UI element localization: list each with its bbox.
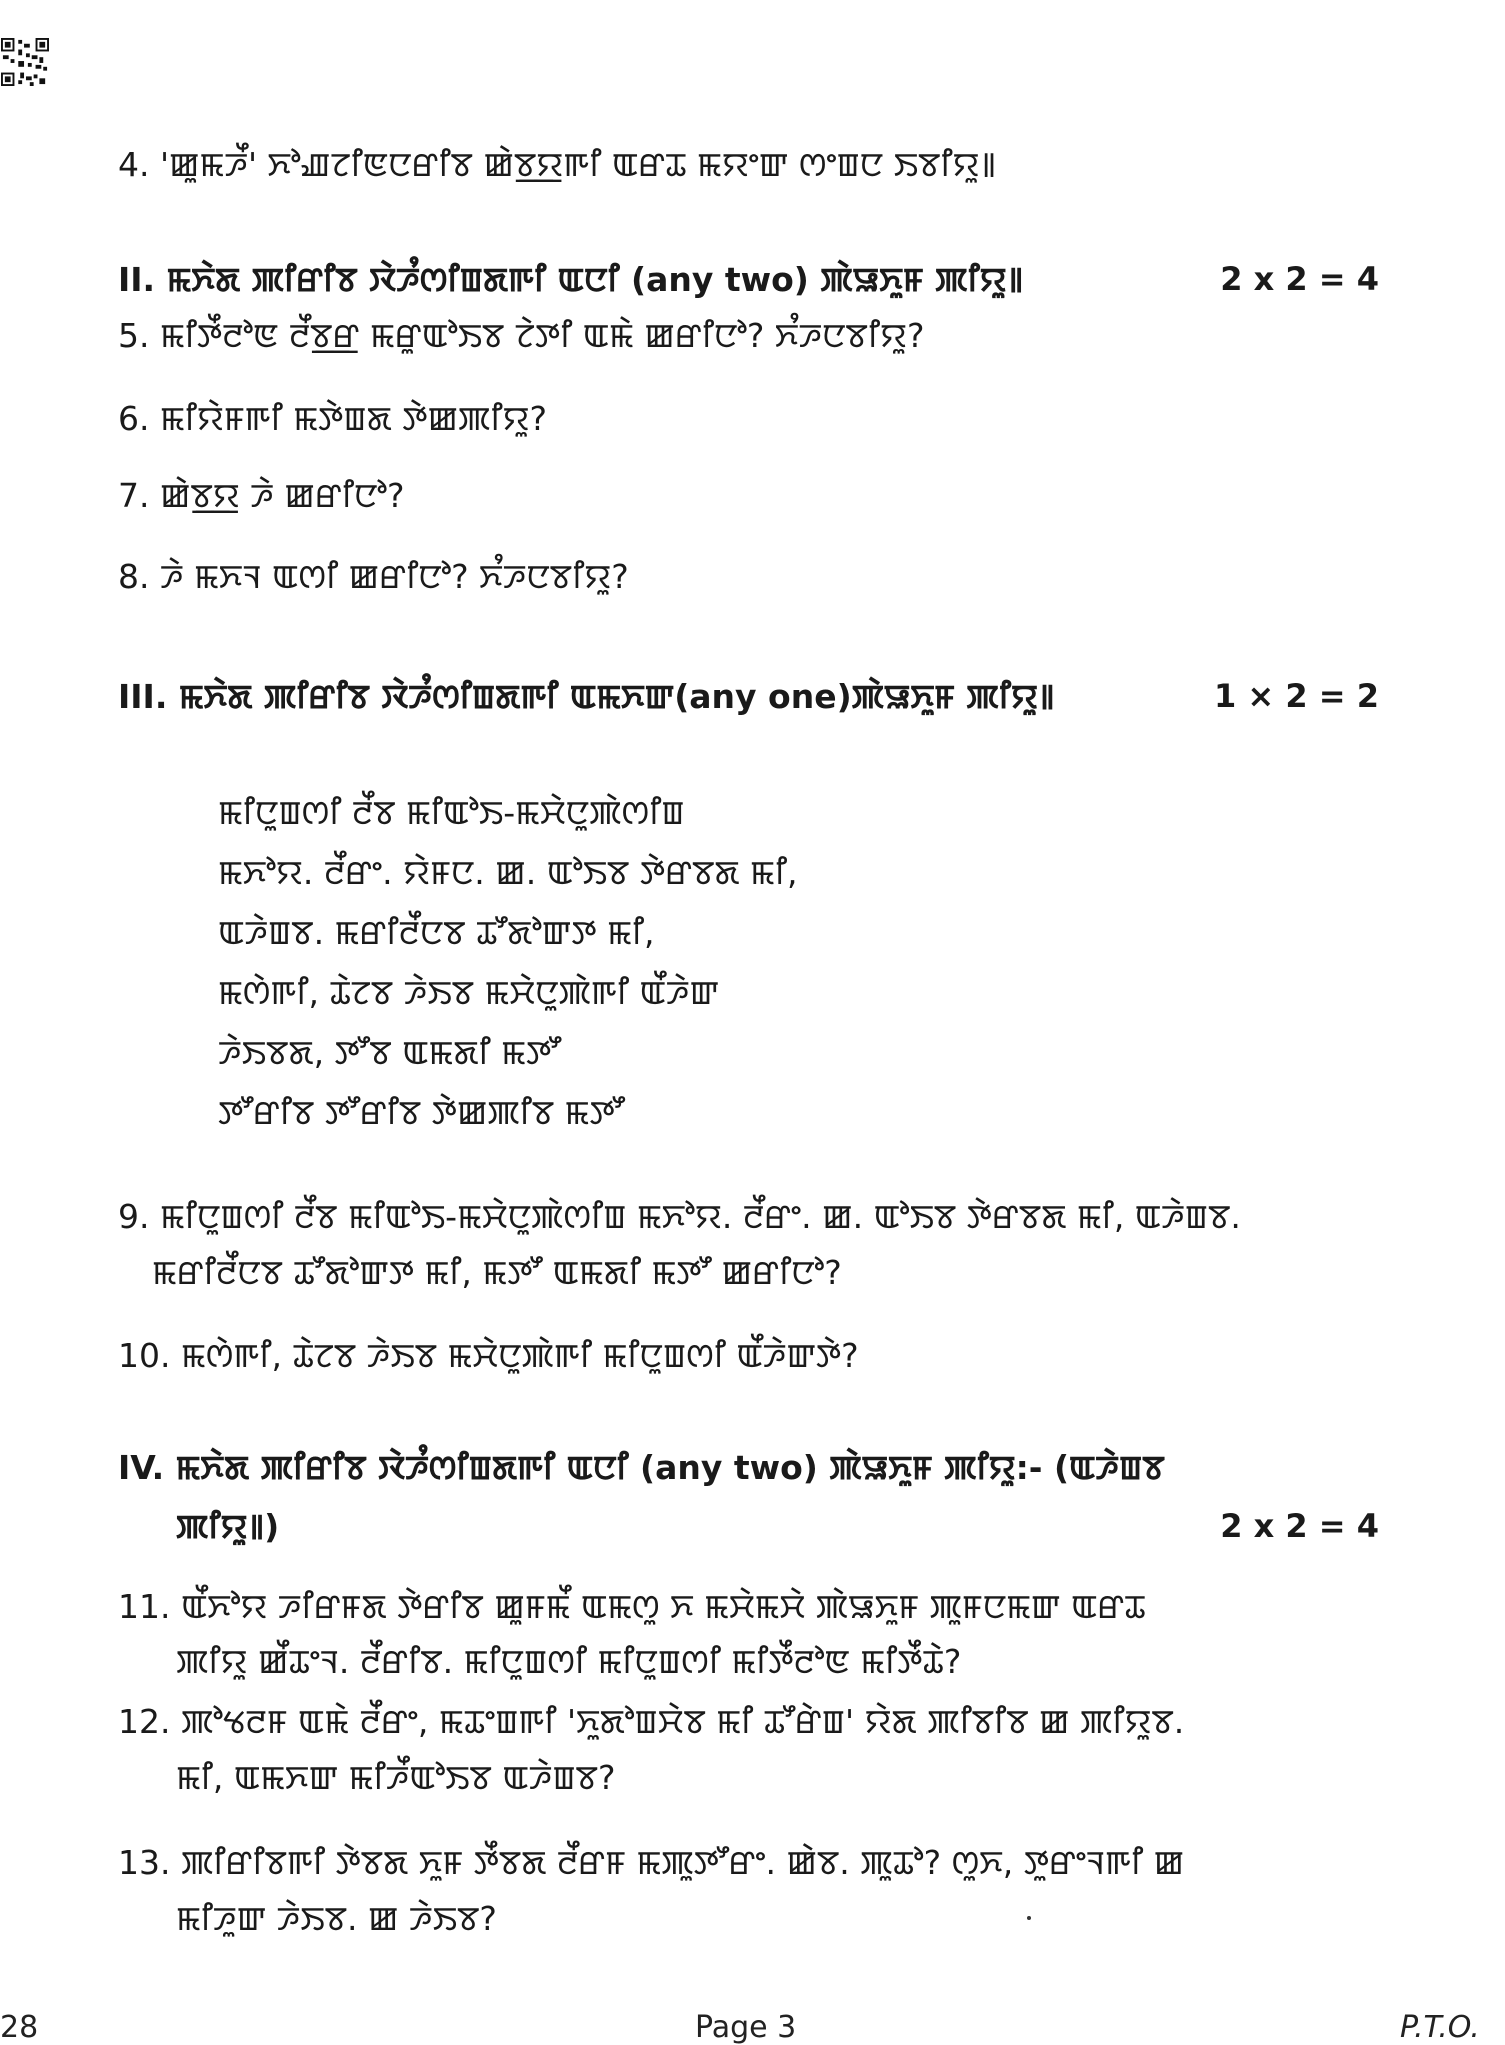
question-7: 7. ꯀꯥꯕ꯭ꯌ ꯍꯥ ꯀꯔꯤꯅꯣ?: [118, 476, 405, 515]
stray-mark: [1027, 1916, 1031, 1920]
paper-code: 28: [0, 2010, 39, 2045]
question-9-line-2: ꯃꯔꯤꯂꯩꯅꯕ ꯊꯧꯗꯣꯛꯇ ꯃꯤ, ꯃꯇꯧ ꯑꯃꯗꯤ ꯃꯇꯧ ꯀꯔꯤꯅꯣ?: [152, 1253, 842, 1292]
question-4: 4. 'ꯀꯨꯃꯍꯩ' ꯈꯣꯉꯖꯤꯟꯅꯔꯤꯕ ꯀꯥꯕ꯭ꯌꯒꯤ ꯑꯔꯊ ꯃꯌꯦꯛ ꯁꯦꯡꯅ ꯏꯕꯤꯌꯨ꯫: [118, 145, 997, 184]
section-4-marks: 2 x 2 = 4: [1220, 1507, 1379, 1545]
poem-line: ꯑꯍꯥꯡꯕ. ꯃꯔꯤꯂꯩꯅꯕ ꯊꯧꯗꯣꯛꯇ ꯃꯤ,: [218, 913, 655, 952]
poem-line: ꯃꯤꯅꯨꯡꯁꯤ ꯂꯩꯕ ꯃꯤꯑꯣꯏ-ꯃꯆꯥꯅꯨꯄꯥꯁꯤꯡ: [218, 793, 685, 832]
poem-line: ꯍꯥꯏꯕꯗ, ꯇꯧꯕ ꯑꯃꯗꯤ ꯃꯇꯧ: [218, 1033, 561, 1072]
question-13-line-2: ꯃꯤꯍꯨꯛ ꯍꯥꯏꯕ. ꯀ ꯍꯥꯏꯕ?: [176, 1899, 497, 1938]
qr-code-icon: [0, 38, 50, 86]
question-5: 5. ꯃꯤꯇꯩꯂꯣꯟ ꯂꯩꯕ꯭ꯔ ꯃꯔꯨꯑꯣꯏꯕ ꯖꯥꯇꯤ ꯑꯃꯥ ꯀꯔꯤꯅꯣ? ꯈꯪꯍꯅꯕꯤꯌꯨ?: [118, 316, 925, 355]
page-number: Page 3: [695, 2010, 797, 2045]
question-12-line-2: ꯃꯤ, ꯑꯃꯈꯛ ꯃꯤꯍꯩꯑꯣꯏꯕ ꯑꯍꯥꯡꯕ?: [176, 1758, 616, 1797]
question-6: 6. ꯃꯤꯌꯥꯝꯒꯤ ꯃꯇꯥꯡꯗ ꯇꯥꯀꯄꯤꯌꯨ?: [118, 399, 547, 438]
section-3-marks: 1 × 2 = 2: [1214, 677, 1379, 715]
section-4-heading-line-2: ꯄꯤꯌꯨ꯫): [176, 1507, 280, 1546]
poem-line: ꯃꯈꯣꯌ. ꯂꯩꯔꯦ. ꯌꯥꯝꯅ. ꯀ. ꯑꯣꯏꯕ ꯇꯥꯔꯕꯗ ꯃꯤ,: [218, 853, 798, 892]
question-12-line-1: 12. ꯄꯣꯠꯂꯝ ꯑꯃꯥ ꯂꯩꯔꯦ, ꯃꯊꯦꯡꯒꯤ 'ꯈꯨꯗꯣꯡꯆꯥꯕ ꯃꯤ ꯊꯧꯔꯥꯡ' ꯌꯥꯗ ꯄꯤꯕꯤꯕ ꯀ ꯄꯤꯌꯨꯕ.: [118, 1702, 1185, 1741]
section-2-marks: 2 x 2 = 4: [1220, 260, 1379, 298]
poem-line: ꯃꯁꯥꯒꯤ, ꯊꯥꯖꯕ ꯍꯥꯏꯕ ꯃꯆꯥꯅꯨꯄꯥꯒꯤ ꯑꯩꯍꯥꯛ: [218, 973, 720, 1012]
question-9-line-1: 9. ꯃꯤꯅꯨꯡꯁꯤ ꯂꯩꯕ ꯃꯤꯑꯣꯏ-ꯃꯆꯥꯅꯨꯄꯥꯁꯤꯡ ꯃꯈꯣꯌ. ꯂꯩꯔꯦ. ꯀ. ꯑꯣꯏꯕ ꯇꯥꯔꯕꯗ ꯃꯤ, ꯑꯍꯥꯡꯕ.: [118, 1197, 1241, 1236]
section-4-heading-line-1: IV. ꯃꯈꯥꯗ ꯄꯤꯔꯤꯕ ꯋꯥꯍꯪꯁꯤꯡꯗꯒꯤ ꯑꯅꯤ (any two) ꯄꯥꯎꯈꯨꯝ ꯄꯤꯌꯨ:- (ꯑꯍꯥꯡꯕ: [118, 1448, 1165, 1487]
poem-passage: [218, 783, 797, 1143]
question-10: 10. ꯃꯁꯥꯒꯤ, ꯊꯥꯖꯕ ꯍꯥꯏꯕ ꯃꯆꯥꯅꯨꯄꯥꯒꯤ ꯃꯤꯅꯨꯡꯁꯤ ꯑꯩꯍꯥꯛꯇꯥ?: [118, 1336, 859, 1375]
pto-label: P.T.O.: [1400, 2010, 1480, 2045]
question-11-line-1: 11. ꯑꯩꯈꯣꯌ ꯍꯤꯔꯝꯗ ꯇꯥꯔꯤꯕ ꯀꯨꯝꯃꯩ ꯑꯃꯁꯨ ꯈ ꯃꯆꯥꯃꯆꯥ ꯄꯥꯎꯈꯨꯝ ꯄꯨꯝꯅꯃꯛ ꯑꯔꯊ: [118, 1587, 1146, 1626]
poem-line: ꯇꯧꯔꯤꯕ ꯇꯧꯔꯤꯕ ꯇꯥꯀꯄꯤꯕ ꯃꯇꯧ: [218, 1093, 625, 1132]
question-13-line-1: 13. ꯄꯤꯔꯤꯕꯒꯤ ꯇꯥꯕꯗ ꯈꯨꯝ ꯇꯩꯕꯗ ꯂꯩꯔꯝ ꯃꯄꯨꯇꯧꯔꯦ. ꯀꯥꯕ. ꯄꯨꯊꯣ? ꯁꯨꯈ, ꯇꯨꯔꯦꯜꯒꯤ ꯀ: [118, 1843, 1185, 1882]
section-2-heading: II. ꯃꯈꯥꯗ ꯄꯤꯔꯤꯕ ꯋꯥꯍꯪꯁꯤꯡꯗꯒꯤ ꯑꯅꯤ (any two) ꯄꯥꯎꯈꯨꯝ ꯄꯤꯌꯨ꯫: [118, 260, 1024, 299]
question-8: 8. ꯍꯥ ꯃꯈꯜ ꯑꯁꯤ ꯀꯔꯤꯅꯣ? ꯈꯪꯍꯅꯕꯤꯌꯨ?: [118, 557, 629, 596]
question-11-line-2: ꯄꯤꯌꯨ ꯀꯩꯊꯦꯜ. ꯂꯩꯔꯤꯕ. ꯃꯤꯅꯨꯡꯁꯤ ꯃꯤꯅꯨꯡꯁꯤ ꯃꯤꯇꯩꯂꯣꯟ ꯃꯤꯇꯩꯊꯥ?: [176, 1642, 962, 1681]
section-3-heading: III. ꯃꯈꯥꯗ ꯄꯤꯔꯤꯕ ꯋꯥꯍꯪꯁꯤꯡꯗꯒꯤ ꯑꯃꯈꯛ(any one)ꯄꯥꯎꯈꯨꯝ ꯄꯤꯌꯨ꯫: [118, 677, 1055, 716]
